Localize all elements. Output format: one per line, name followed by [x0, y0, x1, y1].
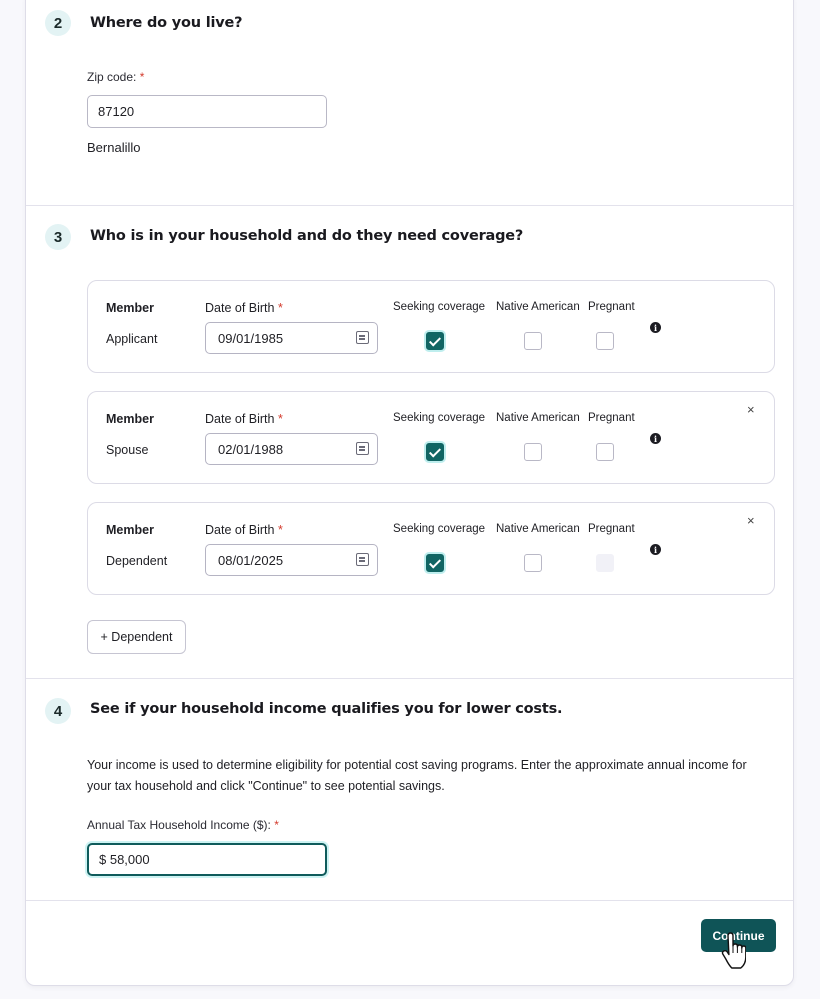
calendar-icon[interactable]	[356, 553, 369, 566]
section-title: Who is in your household and do they need coverage?	[90, 228, 524, 244]
seeking-coverage-header: Seeking coverage	[393, 412, 486, 424]
section-household	[26, 206, 793, 679]
member-header: Member	[106, 523, 154, 537]
pregnant-checkbox[interactable]	[596, 332, 614, 350]
seeking-coverage-header: Seeking coverage	[393, 301, 486, 313]
step-number: 2	[45, 10, 71, 36]
member-role: Spouse	[106, 443, 149, 457]
seeking-coverage-checkbox[interactable]	[426, 554, 444, 572]
dob-input[interactable]	[205, 433, 378, 465]
section-title: Where do you live?	[90, 15, 243, 31]
member-card-spouse	[87, 391, 775, 484]
dob-header-text: Date of Birth	[205, 523, 275, 537]
native-american-checkbox[interactable]	[524, 332, 542, 350]
native-american-header: Native American	[496, 523, 580, 535]
zip-label	[87, 70, 144, 84]
seeking-coverage-checkbox[interactable]	[426, 443, 444, 461]
zip-code-input[interactable]: 87120	[87, 95, 327, 128]
income-input[interactable]: $ 58,000	[87, 843, 327, 876]
dob-header	[205, 301, 283, 315]
income-label-text: Annual Tax Household Income ($):	[87, 818, 271, 832]
info-icon[interactable]: i	[650, 544, 661, 555]
dob-input[interactable]	[205, 544, 378, 576]
form-card	[25, 0, 794, 986]
income-description: Your income is used to determine eligibility for potential cost saving programs. Enter the approximate annual income for your tax household and click "Continue" to see potential savings.	[87, 758, 747, 793]
calendar-icon[interactable]	[356, 442, 369, 455]
native-american-checkbox[interactable]	[524, 554, 542, 572]
member-role: Dependent	[106, 554, 168, 568]
add-dependent-button[interactable]: + Dependent	[87, 620, 186, 654]
close-icon[interactable]: ×	[747, 513, 755, 528]
seeking-coverage-checkbox[interactable]	[426, 332, 444, 350]
info-icon[interactable]: i	[650, 322, 661, 333]
dob-input[interactable]	[205, 322, 378, 354]
dob-header-text: Date of Birth	[205, 301, 275, 315]
required-mark: *	[277, 523, 283, 537]
native-american-header: Native American	[496, 412, 580, 424]
dob-header-text: Date of Birth	[205, 412, 275, 426]
member-card-applicant	[87, 280, 775, 373]
pregnant-header: Pregnant	[588, 523, 635, 535]
required-mark: *	[274, 818, 279, 832]
member-header: Member	[106, 301, 154, 315]
pregnant-checkbox	[596, 554, 614, 572]
step-number: 4	[45, 698, 71, 724]
member-card-dependent	[87, 502, 775, 595]
native-american-checkbox[interactable]	[524, 443, 542, 461]
pregnant-checkbox[interactable]	[596, 443, 614, 461]
zip-label-text: Zip code:	[87, 70, 137, 84]
native-american-header: Native American	[496, 301, 580, 313]
required-mark: *	[139, 70, 145, 84]
pregnant-header: Pregnant	[588, 301, 635, 313]
info-icon[interactable]: i	[650, 433, 661, 444]
pregnant-header: Pregnant	[588, 412, 635, 424]
close-icon[interactable]: ×	[747, 402, 755, 417]
dob-value: 08/01/2025	[218, 552, 284, 568]
dob-header	[205, 412, 283, 426]
calendar-icon[interactable]	[356, 331, 369, 344]
county-text: Bernalillo	[87, 140, 141, 155]
continue-button[interactable]: Continue	[701, 919, 776, 952]
member-role: Applicant	[106, 332, 158, 346]
dob-value: 09/01/1985	[218, 330, 284, 346]
required-mark: *	[277, 412, 283, 426]
member-header: Member	[106, 412, 154, 426]
section-title: See if your household income qualifies you for lower costs.	[90, 701, 563, 717]
seeking-coverage-header: Seeking coverage	[393, 523, 486, 535]
income-label	[87, 818, 279, 832]
hand-cursor-icon	[720, 932, 746, 970]
section-where-do-you-live	[26, 1, 793, 206]
step-number: 3	[45, 224, 71, 250]
required-mark: *	[277, 301, 283, 315]
form-footer	[26, 901, 793, 987]
dob-header	[205, 523, 283, 537]
dob-value: 02/01/1988	[218, 441, 284, 457]
section-income	[26, 679, 793, 901]
